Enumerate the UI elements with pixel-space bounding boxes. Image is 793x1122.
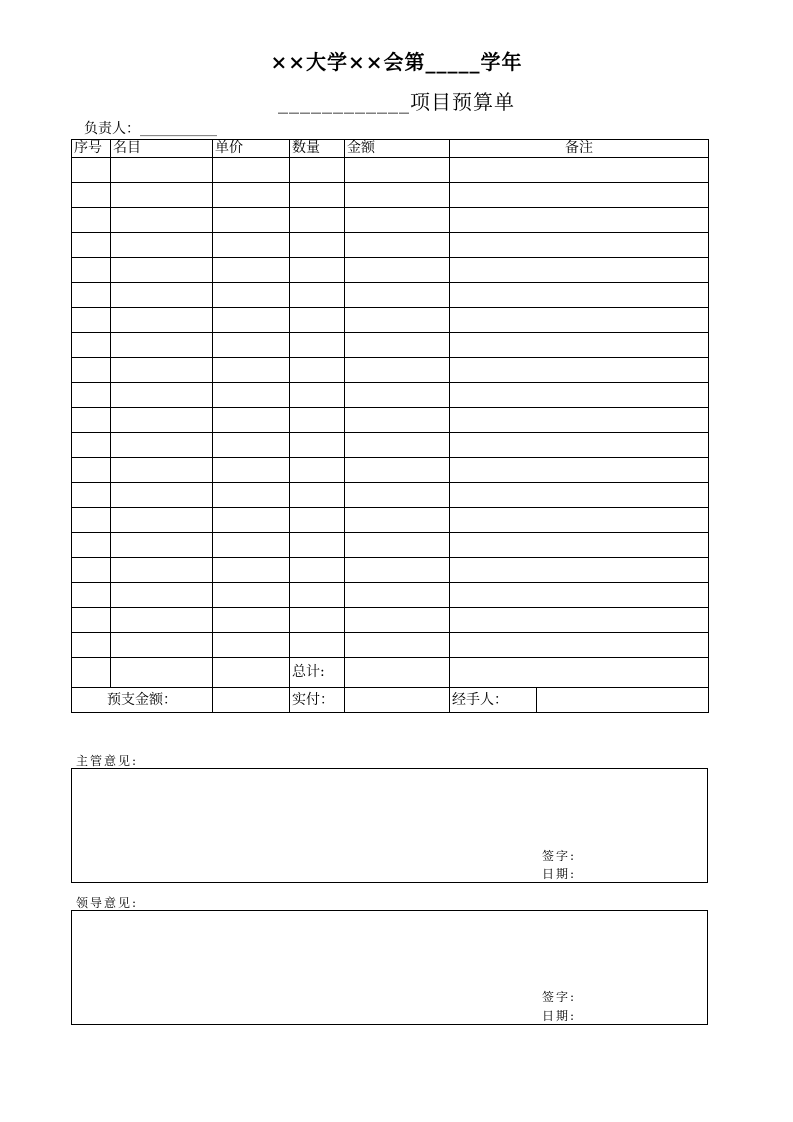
leader-opinion-label: 领导意见: [76, 896, 139, 910]
unit-price-cell[interactable] [213, 458, 290, 483]
total-row-item-cell[interactable] [111, 658, 213, 688]
quantity-cell[interactable] [290, 583, 345, 608]
amount-cell[interactable] [345, 208, 450, 233]
amount-cell[interactable] [345, 633, 450, 658]
remarks-cell[interactable] [450, 183, 709, 208]
owner-field[interactable]: 负责人：___________ [84, 121, 217, 137]
table-row [72, 383, 709, 408]
unit-price-cell[interactable] [213, 183, 290, 208]
remarks-cell[interactable] [450, 558, 709, 583]
index-cell[interactable] [72, 233, 111, 258]
total-remarks-cell[interactable] [450, 658, 709, 688]
handler-cell[interactable] [537, 688, 709, 713]
unit-price-cell[interactable] [213, 308, 290, 333]
table-row [72, 583, 709, 608]
remarks-cell[interactable] [450, 258, 709, 283]
unit-price-cell[interactable] [213, 583, 290, 608]
index-cell[interactable] [72, 608, 111, 633]
unit-price-cell[interactable] [213, 233, 290, 258]
payment-row [72, 688, 709, 713]
table-row [72, 283, 709, 308]
leader-date-label: 日期: [542, 1009, 577, 1023]
unit-price-cell[interactable] [213, 383, 290, 408]
unit-price-cell[interactable] [213, 158, 290, 183]
index-cell[interactable] [72, 483, 111, 508]
index-cell[interactable] [72, 408, 111, 433]
quantity-cell[interactable] [290, 258, 345, 283]
unit-price-cell[interactable] [213, 283, 290, 308]
item-cell[interactable] [111, 458, 213, 483]
item-cell[interactable] [111, 433, 213, 458]
unit-price-cell[interactable] [213, 433, 290, 458]
handler-label: 经手人： [450, 688, 537, 713]
quantity-cell[interactable] [290, 233, 345, 258]
table-row [72, 633, 709, 658]
supervisor-opinion-box[interactable] [71, 768, 708, 883]
index-cell[interactable] [72, 283, 111, 308]
quantity-cell[interactable] [290, 358, 345, 383]
total-row [72, 658, 709, 688]
unit-price-cell[interactable] [213, 483, 290, 508]
header-amount: 金额 [345, 140, 450, 158]
index-cell[interactable] [72, 383, 111, 408]
quantity-cell[interactable] [290, 633, 345, 658]
index-cell[interactable] [72, 633, 111, 658]
header-quantity: 数量 [290, 140, 345, 158]
table-row [72, 533, 709, 558]
total-label: 总计: [290, 658, 345, 688]
remarks-cell[interactable] [450, 533, 709, 558]
unit-price-cell[interactable] [213, 608, 290, 633]
paid-label: 实付： [290, 688, 345, 713]
index-cell[interactable] [72, 258, 111, 283]
table-row [72, 183, 709, 208]
quantity-cell[interactable] [290, 408, 345, 433]
amount-cell[interactable] [345, 358, 450, 383]
table-row [72, 408, 709, 433]
total-row-price-cell[interactable] [213, 658, 290, 688]
index-cell[interactable] [72, 533, 111, 558]
amount-cell[interactable] [345, 458, 450, 483]
remarks-cell[interactable] [450, 633, 709, 658]
amount-cell[interactable] [345, 608, 450, 633]
item-cell[interactable] [111, 558, 213, 583]
amount-cell[interactable] [345, 333, 450, 358]
remarks-cell[interactable] [450, 208, 709, 233]
item-cell[interactable] [111, 158, 213, 183]
item-cell[interactable] [111, 333, 213, 358]
remarks-cell[interactable] [450, 583, 709, 608]
remarks-cell[interactable] [450, 608, 709, 633]
document-title: ××大学××会第_____学年 [270, 50, 523, 74]
supervisor-signature-label: 签字: [542, 849, 577, 863]
item-cell[interactable] [111, 208, 213, 233]
header-remarks: 备注 [450, 140, 709, 158]
amount-cell[interactable] [345, 433, 450, 458]
remarks-cell[interactable] [450, 483, 709, 508]
amount-cell[interactable] [345, 283, 450, 308]
remarks-cell[interactable] [450, 158, 709, 183]
quantity-cell[interactable] [290, 308, 345, 333]
item-cell[interactable] [111, 608, 213, 633]
index-cell[interactable] [72, 358, 111, 383]
supervisor-opinion-label: 主管意见: [76, 754, 139, 768]
amount-cell[interactable] [345, 233, 450, 258]
item-cell[interactable] [111, 483, 213, 508]
item-cell[interactable] [111, 183, 213, 208]
index-cell[interactable] [72, 508, 111, 533]
table-row [72, 483, 709, 508]
table-header-row [72, 140, 709, 158]
unit-price-cell[interactable] [213, 258, 290, 283]
amount-cell[interactable] [345, 533, 450, 558]
budget-amount-label: 预支金额： [72, 688, 213, 713]
item-cell[interactable] [111, 633, 213, 658]
amount-cell[interactable] [345, 258, 450, 283]
paid-amount-cell[interactable] [345, 688, 450, 713]
remarks-cell[interactable] [450, 233, 709, 258]
unit-price-cell[interactable] [213, 508, 290, 533]
table-row [72, 308, 709, 333]
index-cell[interactable] [72, 208, 111, 233]
unit-price-cell[interactable] [213, 358, 290, 383]
header-index: 序号 [72, 140, 111, 158]
item-cell[interactable] [111, 283, 213, 308]
quantity-cell[interactable] [290, 333, 345, 358]
quantity-cell[interactable] [290, 158, 345, 183]
index-cell[interactable] [72, 183, 111, 208]
item-cell[interactable] [111, 583, 213, 608]
table-row [72, 608, 709, 633]
remarks-cell[interactable] [450, 383, 709, 408]
table-row [72, 508, 709, 533]
amount-cell[interactable] [345, 383, 450, 408]
index-cell[interactable] [72, 333, 111, 358]
amount-cell[interactable] [345, 583, 450, 608]
amount-cell[interactable] [345, 483, 450, 508]
item-cell[interactable] [111, 408, 213, 433]
leader-signature-label: 签字: [542, 990, 577, 1004]
item-cell[interactable] [111, 233, 213, 258]
quantity-cell[interactable] [290, 508, 345, 533]
table-row [72, 258, 709, 283]
leader-opinion-box[interactable] [71, 910, 708, 1025]
quantity-cell[interactable] [290, 183, 345, 208]
index-cell[interactable] [72, 458, 111, 483]
remarks-cell[interactable] [450, 333, 709, 358]
quantity-cell[interactable] [290, 433, 345, 458]
amount-cell[interactable] [345, 408, 450, 433]
item-cell[interactable] [111, 258, 213, 283]
table-row [72, 458, 709, 483]
index-cell[interactable] [72, 583, 111, 608]
quantity-cell[interactable] [290, 283, 345, 308]
total-amount-cell[interactable] [345, 658, 450, 688]
index-cell[interactable] [72, 558, 111, 583]
amount-cell[interactable] [345, 308, 450, 333]
table-row [72, 333, 709, 358]
item-cell[interactable] [111, 533, 213, 558]
amount-cell[interactable] [345, 508, 450, 533]
amount-cell[interactable] [345, 158, 450, 183]
item-cell[interactable] [111, 358, 213, 383]
remarks-cell[interactable] [450, 358, 709, 383]
quantity-cell[interactable] [290, 383, 345, 408]
unit-price-cell[interactable] [213, 533, 290, 558]
quantity-cell[interactable] [290, 208, 345, 233]
document-subtitle: ____________项目预算单 [278, 90, 515, 114]
quantity-cell[interactable] [290, 483, 345, 508]
total-row-index-cell[interactable] [72, 658, 111, 688]
item-cell[interactable] [111, 383, 213, 408]
supervisor-date-label: 日期: [542, 867, 577, 881]
table-row [72, 358, 709, 383]
quantity-cell[interactable] [290, 533, 345, 558]
remarks-cell[interactable] [450, 308, 709, 333]
quantity-cell[interactable] [290, 458, 345, 483]
unit-price-cell[interactable] [213, 333, 290, 358]
header-item: 名目 [111, 140, 213, 158]
unit-price-cell[interactable] [213, 558, 290, 583]
amount-cell[interactable] [345, 558, 450, 583]
header-unit-price: 单价 [213, 140, 290, 158]
unit-price-cell[interactable] [213, 208, 290, 233]
table-row [72, 433, 709, 458]
unit-price-cell[interactable] [213, 633, 290, 658]
remarks-cell[interactable] [450, 508, 709, 533]
item-cell[interactable] [111, 308, 213, 333]
index-cell[interactable] [72, 158, 111, 183]
item-cell[interactable] [111, 508, 213, 533]
table-row [72, 158, 709, 183]
index-cell[interactable] [72, 433, 111, 458]
quantity-cell[interactable] [290, 608, 345, 633]
remarks-cell[interactable] [450, 458, 709, 483]
table-row [72, 233, 709, 258]
quantity-cell[interactable] [290, 558, 345, 583]
index-cell[interactable] [72, 308, 111, 333]
remarks-cell[interactable] [450, 408, 709, 433]
budget-table [71, 139, 709, 713]
table-row [72, 558, 709, 583]
budget-amount-cell[interactable] [213, 688, 290, 713]
remarks-cell[interactable] [450, 283, 709, 308]
table-row [72, 208, 709, 233]
unit-price-cell[interactable] [213, 408, 290, 433]
remarks-cell[interactable] [450, 433, 709, 458]
amount-cell[interactable] [345, 183, 450, 208]
